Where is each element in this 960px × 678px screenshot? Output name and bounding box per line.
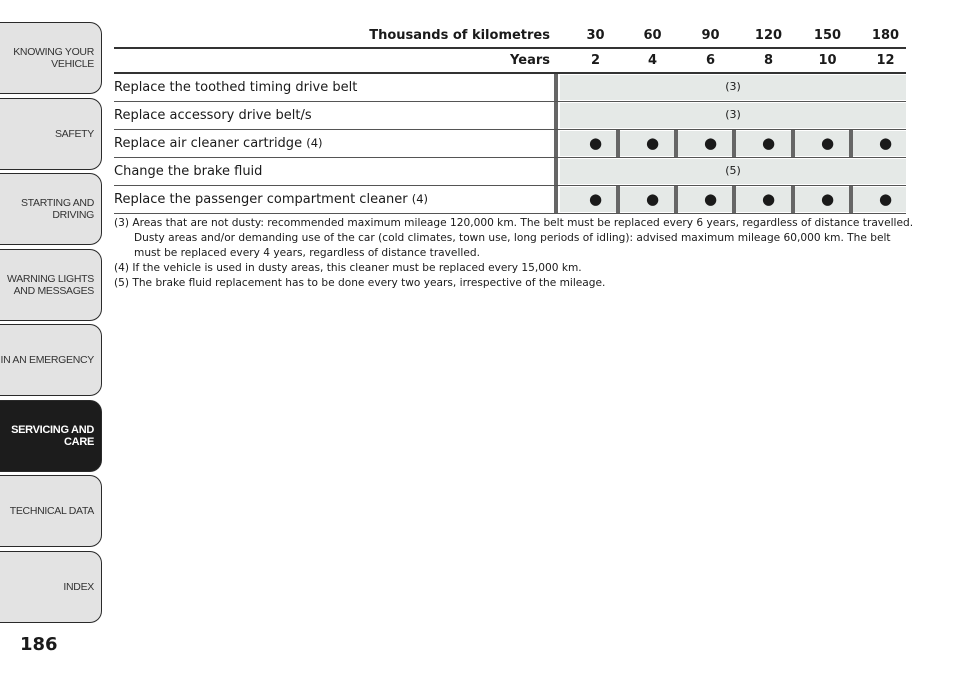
service-dot: ● [820,134,835,152]
km-value: 60 [643,28,662,43]
task-label: Replace air cleaner cartridge [114,136,307,151]
task-label: Replace the toothed timing drive belt [114,80,358,95]
table-row [114,130,906,158]
km-value: 180 [871,28,900,43]
tab-technical-data[interactable]: TECHNICAL DATA [0,475,102,547]
task-label: Replace the passenger compartment cleaner [114,192,412,207]
column-divider [554,74,558,101]
years-value: 12 [876,53,895,68]
service-dot: ● [645,134,660,152]
task-label: Change the brake fluid [114,164,263,179]
task-name [114,108,312,123]
service-dot: ● [703,134,718,152]
table-row [114,102,906,130]
footnote-5: (5) The brake fluid replacement has to be done every two years, irrespective of the mileage. [114,277,606,289]
years-value: 2 [590,53,601,68]
column-divider [554,102,558,129]
service-dot: ● [761,134,776,152]
tab-knowing-your-vehicle[interactable]: KNOWING YOUR VEHICLE [0,22,102,94]
years-value: 4 [647,53,658,68]
service-dot: ● [703,190,718,208]
table-row [114,158,906,186]
km-value: 120 [754,28,783,43]
service-dot: ● [645,190,660,208]
service-dot: ● [820,190,835,208]
tab-starting-and-driving[interactable]: STARTING AND DRIVING [0,173,102,245]
footnote-4: (4) If the vehicle is used in dusty areas, this cleaner must be replaced every 15,000 km. [114,262,582,274]
page-number: 186 [20,634,58,655]
task-label: Replace accessory drive belt/s [114,108,312,123]
maintenance-schedule-table [114,24,906,214]
footnote-3: (3) Areas that are not dusty: recommended maximum mileage 120,000 km. The belt must be replaced every 6 years, regardless of distance travelled. Dusty areas and/or demanding use of the car (cold climates, town use, long periods of idling): advised maximum mileage 60,000 km. The belt must be replaced every 4 years, regardless of distance travelled. [114,217,914,259]
task-footnote-ref: (4) [411,192,429,206]
footnotes [114,216,914,291]
years-value: 10 [818,53,837,68]
merged-interval-note: (3) [725,80,741,93]
task-name [114,192,428,207]
years-value: 6 [705,53,716,68]
service-dot: ● [588,134,603,152]
tab-safety[interactable]: SAFETY [0,98,102,170]
column-divider [554,186,558,213]
task-name [114,136,323,151]
tab-servicing-and-care[interactable]: SERVICING AND CARE [0,400,102,472]
task-footnote-ref: (4) [306,136,323,150]
service-dot: ● [588,190,603,208]
service-dot: ● [761,190,776,208]
table-row [114,74,906,102]
tab-in-an-emergency[interactable]: IN AN EMERGENCY [0,324,102,396]
years-header-label: Years [510,53,550,68]
km-value: 150 [813,28,842,43]
tab-index[interactable]: INDEX [0,551,102,623]
table-row [114,186,906,214]
km-value: 30 [586,28,605,43]
service-dot: ● [878,190,893,208]
column-divider [554,130,558,157]
section-tabs [0,22,102,626]
merged-interval-note: (5) [725,164,741,177]
years-value: 8 [763,53,774,68]
km-value: 90 [701,28,720,43]
table-body [114,74,906,214]
km-header-row [114,24,906,49]
km-header-label: Thousands of kilometres [369,28,550,43]
service-dot: ● [878,134,893,152]
merged-interval-note: (3) [725,108,741,121]
task-name [114,164,262,179]
years-header-row [114,49,906,74]
task-name [114,80,357,95]
column-divider [554,158,558,185]
tab-warning-lights-and-messages[interactable]: WARNING LIGHTS AND MESSAGES [0,249,102,321]
